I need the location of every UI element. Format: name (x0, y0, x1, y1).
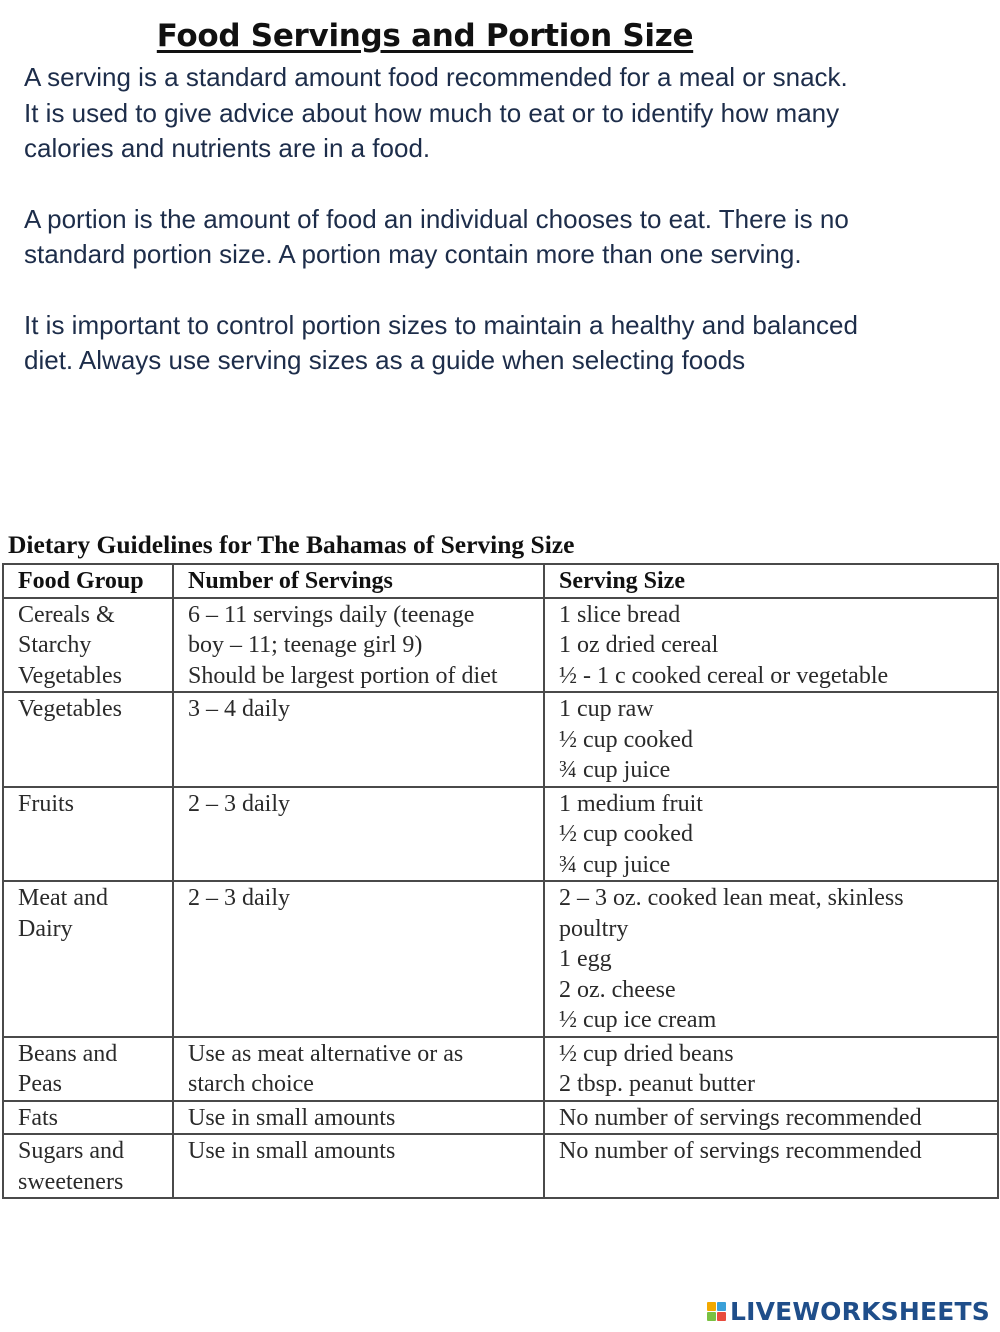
cell-line: Vegetables (18, 696, 122, 722)
cell-food-group (3, 1101, 173, 1135)
table-row (3, 1134, 998, 1198)
cell-line: poultry (559, 915, 629, 942)
cell-line: 1 oz dried cereal (559, 632, 719, 658)
cell-number-of-servings (173, 692, 544, 787)
header-number-of-servings: Number of Servings (173, 564, 544, 598)
cell-number-of-servings (173, 1134, 544, 1198)
logo-mark-square (717, 1302, 726, 1311)
cell-line: 1 slice bread (559, 601, 681, 628)
cell-line: No number of servings recommended (559, 1138, 922, 1164)
table-body (3, 598, 998, 1199)
cell-line: Fruits (18, 790, 75, 817)
table-row (3, 881, 998, 1037)
cell-line: 2 – 3 daily (188, 790, 290, 817)
logo-mark-square (707, 1312, 716, 1321)
logo-mark-square (707, 1302, 716, 1311)
cell-line: 2 – 3 oz. cooked lean meat, skinless (559, 885, 904, 911)
cell-line: Meat and (18, 885, 108, 911)
cell-number-of-servings (173, 1101, 544, 1135)
cell-line: 1 cup raw (559, 696, 654, 722)
intro-paragraph-portion: A portion is the amount of food an individual chooses to eat. There is no standard portion size. A portion may contain more than one serving. (24, 203, 849, 269)
cell-food-group (3, 598, 173, 693)
cell-food-group (3, 881, 173, 1037)
table-row (3, 1037, 998, 1101)
cell-line: Beans and (18, 1040, 118, 1067)
cell-line: boy – 11; teenage girl 9) (188, 632, 423, 658)
cell-line: Peas (18, 1071, 62, 1097)
cell-line: ¾ cup juice (559, 757, 671, 783)
cell-line: Cereals & (18, 601, 115, 628)
cell-food-group (3, 1037, 173, 1101)
cell-line: ¾ cup juice (559, 851, 671, 878)
cell-line: ½ cup ice cream (559, 1007, 717, 1033)
cell-line: ½ cup dried beans (559, 1040, 734, 1067)
table-header-row (3, 564, 998, 598)
liveworksheets-logo (707, 1296, 990, 1326)
cell-serving-size (544, 787, 998, 882)
cell-line: 2 – 3 daily (188, 885, 290, 911)
cell-line: Fats (18, 1104, 59, 1131)
intro-paragraph-serving: A serving is a standard amount food recommended for a meal or snack. It is used to give advice about how much to eat or to identify how many calories and nutrients are in a food. (24, 62, 848, 163)
cell-serving-size (544, 1101, 998, 1135)
cell-serving-size (544, 598, 998, 693)
intro-paragraph-control: It is important to control portion sizes to maintain a healthy and balanced diet. Always use serving sizes as a guide when selecting foods (24, 309, 858, 375)
header-serving-size: Serving Size (544, 564, 998, 598)
cell-line: Sugars and (18, 1138, 124, 1164)
cell-food-group (3, 692, 173, 787)
cell-line: 3 – 4 daily (188, 696, 290, 722)
cell-food-group (3, 1134, 173, 1198)
cell-line: starch choice (188, 1071, 314, 1097)
guidelines-title: Dietary Guidelines for The Bahamas of Serving Size (8, 530, 575, 559)
table-row (3, 787, 998, 882)
cell-line: Starchy (18, 632, 92, 658)
cell-line: Use in small amounts (188, 1104, 396, 1131)
cell-serving-size (544, 881, 998, 1037)
header-food-group: Food Group (3, 564, 173, 598)
cell-number-of-servings (173, 881, 544, 1037)
serving-size-table (2, 563, 999, 1199)
table-row (3, 1101, 998, 1135)
cell-line: Use as meat alternative or as (188, 1040, 464, 1067)
cell-serving-size (544, 1134, 998, 1198)
cell-number-of-servings (173, 787, 544, 882)
cell-line: ½ cup cooked (559, 821, 693, 847)
cell-line: ½ cup cooked (559, 726, 693, 753)
cell-line: No number of servings recommended (559, 1104, 922, 1131)
cell-food-group (3, 787, 173, 882)
cell-line: 2 oz. cheese (559, 976, 676, 1003)
cell-line: sweeteners (18, 1168, 124, 1195)
logo-text: LIVEWORKSHEETS (729, 1296, 990, 1326)
cell-line: 1 egg (559, 946, 612, 972)
cell-line: ½ - 1 c cooked cereal or vegetable (559, 662, 889, 689)
cell-line: Vegetables (18, 662, 122, 689)
intro-text (24, 60, 864, 414)
cell-serving-size (544, 692, 998, 787)
cell-line: Should be largest portion of diet (188, 662, 498, 689)
cell-line: 1 medium fruit (559, 790, 703, 817)
cell-number-of-servings (173, 1037, 544, 1101)
logo-mark-square (717, 1312, 726, 1321)
cell-line: 2 tbsp. peanut butter (559, 1071, 755, 1097)
table-row (3, 598, 998, 693)
page-title: Food Servings and Portion Size (156, 18, 694, 54)
cell-line: Use in small amounts (188, 1138, 396, 1164)
logo-mark-icon (707, 1302, 726, 1321)
cell-number-of-servings (173, 598, 544, 693)
cell-line: Dairy (18, 915, 73, 942)
cell-serving-size (544, 1037, 998, 1101)
table-row (3, 692, 998, 787)
cell-line: 6 – 11 servings daily (teenage (188, 601, 475, 628)
